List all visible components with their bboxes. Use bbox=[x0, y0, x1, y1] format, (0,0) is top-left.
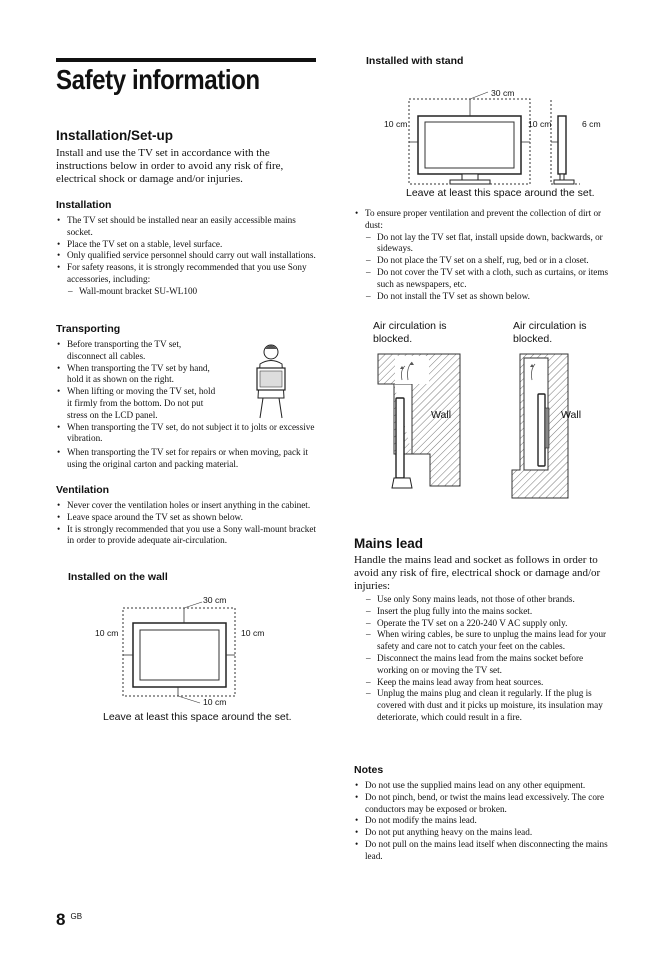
airflow-blocked-diagram bbox=[372, 346, 642, 501]
ventilation-note bbox=[354, 208, 616, 302]
stand-top-label: 30 cm bbox=[491, 88, 515, 98]
list-item: • The TV set should be installed near an easily accessible mains socket. bbox=[56, 215, 318, 239]
stand-diagram-caption: Leave at least this space around the set. bbox=[406, 187, 595, 199]
wall-top-label: 30 cm bbox=[203, 595, 227, 605]
list-item: • When transporting the TV set, do not subject it to jolts or excessive vibration. bbox=[56, 422, 318, 446]
list-item: • It is strongly recommended that you use a Sony wall-mount bracket in order to provide adequate air-circulation. bbox=[56, 524, 318, 548]
wall-diagram-caption: Leave at least this space around the set. bbox=[103, 711, 292, 723]
section-heading: Installation/Set-up bbox=[56, 128, 174, 143]
section-intro: Install and use the TV set in accordance with the instructions below in order to avoid any risk of fire, electrical shock or damage and/or injuries. bbox=[56, 147, 284, 185]
page-title: Safety information bbox=[56, 64, 260, 95]
person-carrying-tv-illustration bbox=[246, 340, 296, 420]
wall-bottom-label: 10 cm bbox=[203, 697, 227, 707]
sub-list-item: – Do not lay the TV set flat, install upside down, backwards, or sideways. bbox=[365, 232, 616, 256]
list-item: • When transporting the TV set for repairs or when moving, pack it using the original carton and packing material. bbox=[56, 447, 318, 471]
list-item: • Before transporting the TV set, disconnect all cables. bbox=[56, 339, 217, 363]
wall-right-label: 10 cm bbox=[241, 628, 265, 638]
sub-list-item: – Insert the plug fully into the mains socket. bbox=[365, 606, 616, 618]
list-item: • Place the TV set on a stable, level surface. bbox=[56, 239, 318, 251]
stand-right-label: 10 cm bbox=[528, 119, 552, 129]
list-item: • To ensure proper ventilation and prevent the collection of dirt or dust: bbox=[354, 208, 616, 232]
notes-section bbox=[354, 764, 616, 863]
section-intro: Handle the mains lead and socket as follows in order to avoid any risk of fire, electrical shock or damage and/or injuries: bbox=[354, 554, 601, 592]
wall-label-right: Wall bbox=[561, 409, 582, 421]
list-item: • When transporting the TV set by hand, hold it as shown on the right. bbox=[56, 363, 217, 387]
wall-left-label: 10 cm bbox=[95, 628, 119, 638]
sub-list-item: – When wiring cables, be sure to unplug the mains lead for your safety and care not to catch your feet on the cables. bbox=[365, 629, 616, 653]
sub-list-item: – Unplug the mains plug and clean it regularly. If the plug is covered with dust and it picks up moisture, its insulation may deteriorate, which could result in a fire. bbox=[365, 688, 616, 723]
subsection-heading: Transporting bbox=[56, 323, 121, 335]
page-number: 8 bbox=[56, 910, 66, 929]
sub-list-item: – Use only Sony mains leads, not those of other brands. bbox=[365, 594, 616, 606]
sub-list-item: – Do not place the TV set on a shelf, rug, bed or in a closet. bbox=[365, 255, 616, 267]
stand-clearance-diagram bbox=[380, 86, 620, 190]
sub-list-item: – Do not cover the TV set with a cloth, such as curtains, or items such as newspapers, etc. bbox=[365, 267, 616, 291]
page-footer bbox=[56, 910, 82, 930]
stand-left-label: 10 cm bbox=[384, 119, 408, 129]
sub-list-item: – Wall-mount bracket SU-WL100 bbox=[67, 286, 318, 298]
installation-section bbox=[56, 199, 318, 298]
sub-list-item: – Disconnect the mains lead from the mains socket before working on or moving the TV set. bbox=[365, 653, 616, 677]
list-item: • Leave space around the TV set as shown below. bbox=[56, 512, 318, 524]
list-item: • Do not modify the mains lead. bbox=[354, 815, 616, 827]
airflow-right-label: Air circulation is blocked. bbox=[513, 320, 587, 345]
section-heading: Mains lead bbox=[354, 536, 424, 551]
subsection-heading: Notes bbox=[354, 764, 384, 776]
list-item: • Do not pinch, bend, or twist the mains lead excessively. The core conductors may be exposed or broken. bbox=[354, 792, 616, 816]
wall-label-left: Wall bbox=[431, 409, 452, 421]
stand-diagram-heading: Installed with stand bbox=[366, 55, 464, 67]
list-item: • Only qualified service personnel should carry out wall installations. bbox=[56, 250, 318, 262]
subsection-heading: Ventilation bbox=[56, 484, 110, 496]
sub-list-item: – Keep the mains lead away from heat sources. bbox=[365, 677, 616, 689]
airflow-left-label: Air circulation is blocked. bbox=[373, 320, 447, 345]
list-item: • For safety reasons, it is strongly recommended that you use Sony accessories, including: bbox=[56, 262, 318, 286]
stand-side-label: 6 cm bbox=[582, 119, 601, 129]
list-item: • When lifting or moving the TV set, hold it firmly from the bottom. Do not put stress on the LCD panel. bbox=[56, 386, 217, 421]
mains-section bbox=[354, 536, 616, 724]
ventilation-section bbox=[56, 484, 318, 547]
list-item: • Never cover the ventilation holes or insert anything in the cabinet. bbox=[56, 500, 318, 512]
sub-list-item: – Operate the TV set on a 220-240 V AC supply only. bbox=[365, 618, 616, 630]
title-rule bbox=[56, 58, 316, 62]
installation-setup-section bbox=[56, 128, 318, 186]
region-code: GB bbox=[70, 912, 83, 921]
list-item: • Do not put anything heavy on the mains lead. bbox=[354, 827, 616, 839]
subsection-heading: Installation bbox=[56, 199, 112, 211]
wall-diagram-heading: Installed on the wall bbox=[68, 571, 168, 583]
list-item: • Do not pull on the mains lead itself when disconnecting the mains lead. bbox=[354, 839, 616, 863]
list-item: • Do not use the supplied mains lead on any other equipment. bbox=[354, 780, 616, 792]
sub-list-item: – Do not install the TV set as shown below. bbox=[365, 291, 616, 303]
